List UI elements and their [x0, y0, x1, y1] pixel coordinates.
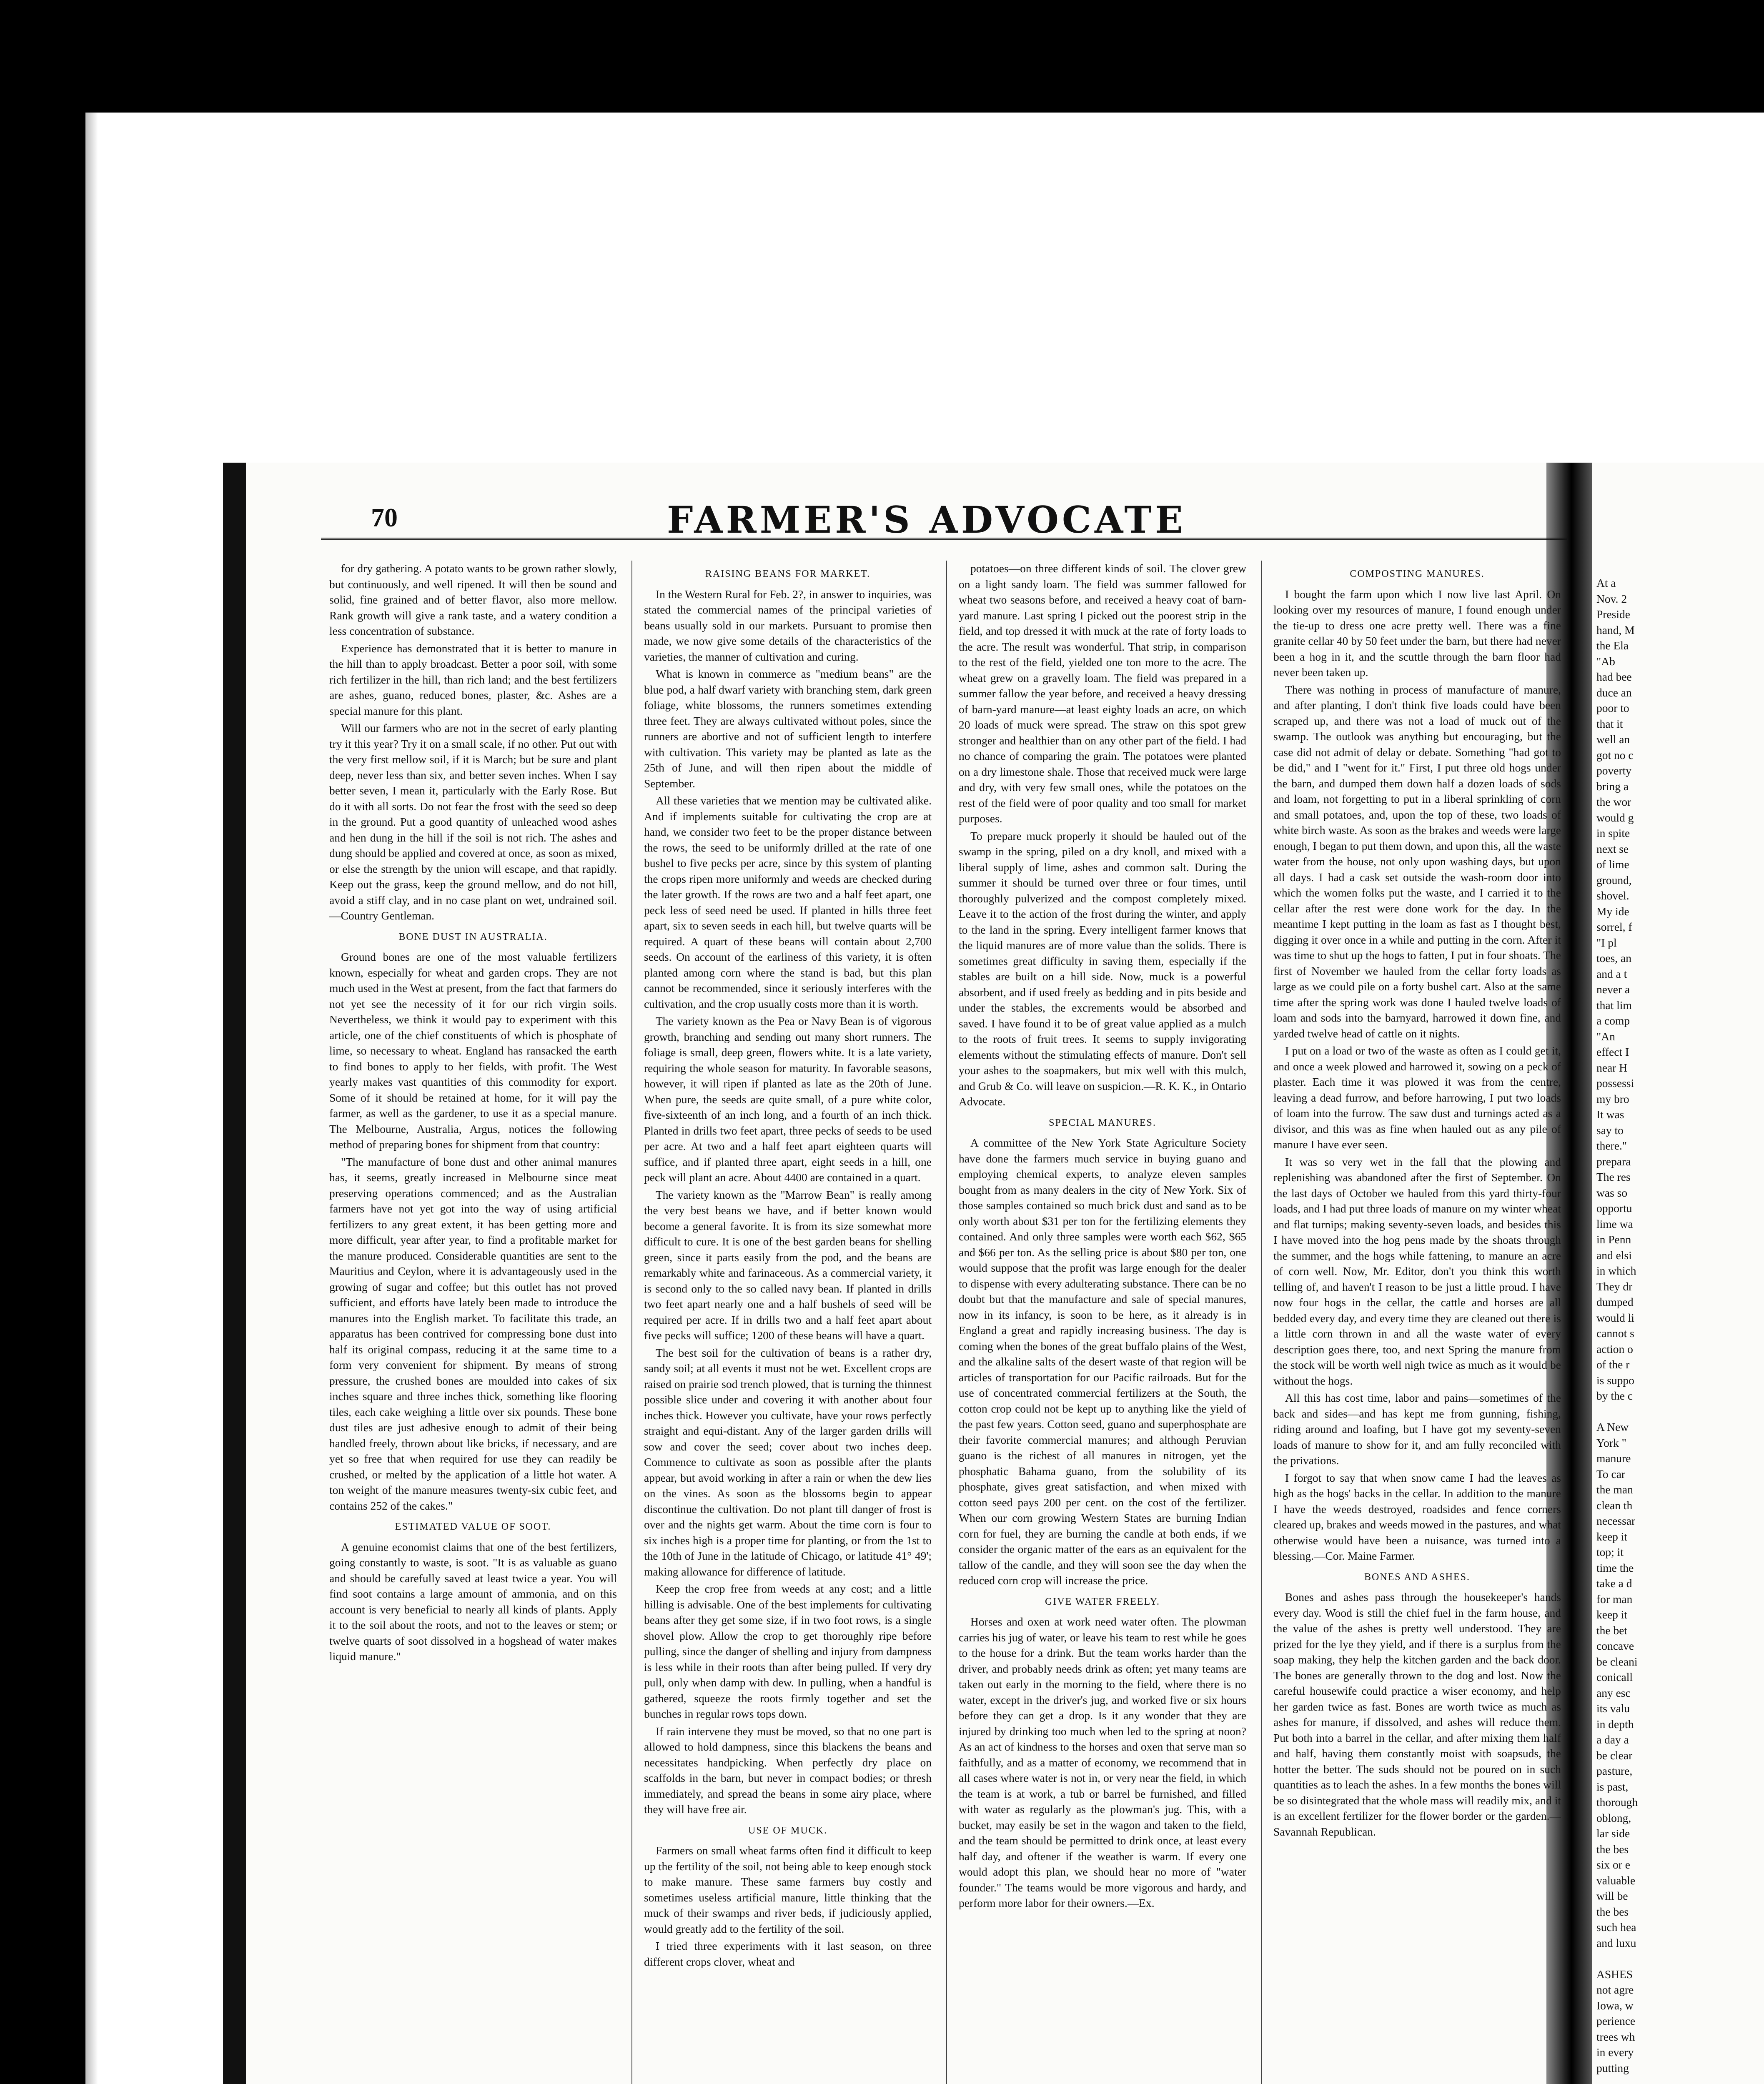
fragment-line: be cleani: [1596, 1655, 1638, 1668]
fragment-line: keep it: [1596, 1608, 1628, 1621]
article-heading: SPECIAL MANURES.: [1049, 1117, 1156, 1128]
fragment-line: in which: [1596, 1264, 1636, 1277]
fragment-line: was so: [1596, 1186, 1628, 1199]
fragment-line: such hea: [1596, 1921, 1636, 1934]
fragment-line: in every: [1596, 2046, 1634, 2059]
column-divider: [1261, 561, 1262, 2084]
fragment-line: "An: [1596, 1029, 1615, 1043]
fragment-line: To car: [1596, 1467, 1626, 1480]
fragment-line: its valu: [1596, 1702, 1630, 1715]
article-paragraph: If rain intervene they must be moved, so that no one part is allowed to hold dampness, since this blackens the beans and necessitates handpicking. When perfectly dry place on scaffolds in the barn, but never in compact bodies; or thresh immediately, and spread the beans in some airy place, where they will have free air.: [644, 1724, 932, 1816]
fragment-line: hand, M: [1596, 623, 1635, 636]
article-paragraph: In the Western Rural for Feb. 2?, in answer to inquiries, was stated the commercial names of the principal varieties of beans usually sold in our markets. Pursuant to promise then made, we now give some details of the characteristics of the varieties, the manner of cultivation and curing.: [644, 587, 932, 663]
article-heading: USE OF MUCK.: [748, 1825, 828, 1836]
fragment-line: They dr: [1596, 1280, 1633, 1293]
fragment-line: be clear: [1596, 1748, 1633, 1762]
fragment-line: A New: [1596, 1420, 1629, 1433]
article-paragraph: A committee of the New York State Agriculture Society have done the farmers much service in buying guano and employing chemical experts, to analyze eleven samples bought from as many dealers in the city of New York. Six of those samples contained so much brick dust and sand as to be only worth about $31 per ton for the fertilizing elements they contained. And only three samples were worth each $62, $65 and $66 per ton. As the selling price is about $80 per ton, one would suppose that the profit was large enough for the dealer to dispense with every adulterating substance. There can be no doubt but that the manufacture and sale of special manures, now in its infancy, is soon to be here, as it already is in England a great and rapidly increasing business. The day is coming when the bones of the great buffalo plains of the West, and the alkaline salts of the desert waste of that region will be articles of transportation for our Pacific railroads. But for the use of concentrated commercial fertilizers at the South, the cotton crop could not be kept up to anything like the yield of the past few years. Cotton seed, guano and superphosphate are their favorite commercial manures; and although Peruvian guano is the richest of all manures in nitrogen, yet the phosphatic Bahama guano, from the solubility of its phosphate, gives great satisfaction, and when mixed with cotton seed pays 200 per cent. on the cost of the fertilizer. When our corn growing Western States are burning Indian corn for fuel, they are burning the candle at both ends, if we consider the organic matter of the ears as an equivalent for the tallow of the candle, and they will soon see the day when the reduced corn crop will increase the price.: [959, 1136, 1246, 1587]
fragment-line: concave: [1596, 1639, 1634, 1652]
fragment-line: poor to: [1596, 701, 1629, 714]
column-divider: [946, 561, 947, 2084]
fragment-line: never a: [1596, 983, 1630, 996]
fragment-line: shovel.: [1596, 889, 1629, 902]
article-paragraph: Bones and ashes pass through the housekeeper's hands every day. Wood is still the chief fuel in the farm house, and the value of the ashes is pretty well understood. They are prized for the lye they yield, and if there is a surplus from the soap making, they help the kitchen garden and the back door. The bones are generally thrown to the dog and lost. Now the careful housewife could practice a wiser economy, and help her garden twice as fast. Bones are worth twice as much as ashes for manure, if dissolved, and ashes will reduce them. Put both into a barrel in the cellar, and after mixing them half and half, having them constantly moist with soapsuds, the hotter the better. The suds should not be poured on in such quantities as to leach the ashes. In a few months the bones will be so disintegrated that the whole mass will readily mix, and it is an excellent fertilizer for the flower border or the garden.—Savannah Republican.: [1273, 1591, 1561, 1838]
fragment-line: and elsi: [1596, 1248, 1632, 1262]
fragment-line: The res: [1596, 1170, 1631, 1183]
masthead-title: FARMER'S ADVOCATE: [667, 498, 1186, 541]
article-paragraph: The best soil for the cultivation of beans is a rather dry, sandy soil; at all events it must not be wet. Excellent crops are raised on prairie sod trench plowed, that is turning the thinnest possible slice under and covering it with another about four inches thick. However you cultivate, have your rows perfectly straight and equi-distant. Any of the larger garden drills will sow and cover the seed; cover about two inches deep. Commence to cultivate as soon as possible after the plants appear, but avoid working in after a rain or when the dew lies on the vines. As soon as the blossoms begin to appear discontinue the cultivation. Do not plant till danger of frost is over and the nights get warm. About the time corn is four to six inches high is a proper time for planting, or from the 1st to the 10th of June in the latitude of Chicago, or latitude 41° 49'; making allowance for difference of latitude.: [644, 1346, 932, 1578]
article-heading: COMPOSTING MANURES.: [1350, 569, 1485, 579]
fragment-line: thorough: [1596, 1796, 1638, 1808]
fragment-line: well an: [1596, 733, 1630, 746]
fragment-line: poverty: [1596, 764, 1632, 777]
fragment-line: duce an: [1596, 686, 1632, 699]
article-paragraph: A genuine economist claims that one of the best fertilizers, going constantly to waste, is soot. "It is as valuable as guano and should be carefully saved at least twice a year. You will find soot contains a large amount of ammonia, and on this account is very beneficial to nearly all kinds of plants. Apply it to the soil about the roots, and not to the leaves or stem; or twelve quarts of soot dissolved in a hogshead of water makes liquid manure.": [329, 1540, 617, 1663]
fragment-line: My ide: [1596, 904, 1629, 918]
fragment-line: dumped: [1596, 1295, 1634, 1308]
fragment-line: It was: [1596, 1108, 1624, 1121]
article-paragraph: for dry gathering. A potato wants to be grown rather slowly, but continuously, and well ripened. It will then be sound and solid, fine grained and of better flavor, also more mellow. Rank growth will give a rank taste, and a watery condition a less concentration of substance.: [329, 562, 617, 637]
fragment-line: York ": [1596, 1436, 1626, 1449]
article-heading: GIVE WATER FREELY.: [1045, 1596, 1160, 1607]
fragment-line: there.": [1596, 1139, 1627, 1152]
scanner-left-border: [0, 113, 85, 2084]
fragment-line: toes, an: [1596, 952, 1632, 964]
article-heading: BONES AND ASHES.: [1364, 1571, 1471, 1583]
fragment-line: action o: [1596, 1342, 1633, 1355]
fragment-line: a comp: [1596, 1014, 1630, 1027]
article-paragraph: It was so very wet in the fall that the plowing and replenishing was abandoned after the first of September. On the last days of October we hauled from this yard thirty-four loads, and I had put three loads of manure on my winter wheat and flat turnips; making seventy-seven loads, and besides this I have moved into the hog pens made by the shoats through the summer, and the hogs while fattening, to manure an acre of corn well. Now, Mr. Editor, don't you think this worth telling of, and haven't I reason to be just a little proud. I have now four hogs in the cellar, the cattle and horses are all bedded every day, and every time they are cleaned out there is a little corn thrown in and all the waste water of every description goes there, too, and next Spring the manure from the stock will be worth well nigh twice as much as it would be without the hogs.: [1273, 1155, 1561, 1387]
article-paragraph: Farmers on small wheat farms often find it difficult to keep up the fertility of the soil, not being able to keep enough stock to make manure. These same farmers buy costly and sometimes useless artificial manure, little thinking that the muck of their swamps and river beds, if judiciously applied, would greatly add to the fertility of the soil.: [644, 1844, 932, 1935]
article-paragraph: Will our farmers who are not in the secret of early planting try it this year? Try it on a small scale, if no other. Put out with the very first mellow soil, if it is March; but be sure and plant deep, never less than six, and better seven inches. When I say better seven, I mean it, particularly with the Early Rose. But do it with all sorts. Do not fear the frost with the seed so deep in the ground. Put a good quantity of unleached wood ashes and hen dung in the hill if the soil is not rich. The ashes and dung should be applied and covered at once, as soon as mixed, or else the strength by the union will escape, and that rapidly. Keep out the grass, keep the ground mellow, and do not hill, avoid a stiff clay, and in no case plant on wet, undrained soil.—Country Gentleman.: [329, 721, 617, 922]
fragment-line: a day a: [1596, 1733, 1629, 1746]
adjacent-page-fragment: [1596, 575, 1764, 2084]
article-paragraph: There was nothing in process of manufacture of manure, and after planting, I don't think five loads could have been scraped up, and there was not a load of muck out of the swamp. The outlook was anything but encouraging, but the case did not admit of delay or debate. Something "had got to be did," and I "went for it." First, I put three old hogs under the barn, and dumped them down half a dozen loads of sods and loam, not forgetting to put in a liberal sprinkling of corn and small potatoes, and, upon the top of these, two loads of white birch waste. As soon as the brakes and weeds were large enough, I began to put them down, and upon this, all the waste water from the house, not only upon washing days, but upon all days. I had a cask set outside the wash-room door into which the women folks put the waste, and I carried it to the cellar after the rest were done work for the day. In the meantime I kept putting in the loam as fast as I thought best, digging it over once in a while and putting in the corn. After it was time to shut up the hogs to fatten, I put in four shoats. The first of November we hauled from the cellar forty loads as large as we could pile on a forty bushel cart. Also at the same time after the spring work was done I hauled twelve loads of loam and sods into the barnyard, harrowed it down fine, and yarded twelve head of cattle on it nights.: [1273, 683, 1561, 1040]
article-paragraph: potatoes—on three different kinds of soil. The clover grew on a light sandy loam. The field was summer fallowed for wheat two seasons before, and received a heavy coat of barn-yard manure. Last spring I picked out the poorest strip in the field, and top dressed it with muck at the rate of forty loads to the acre. The result was wonderful. That strip, in comparison to the rest of the field, yielded one ton more to the acre. The wheat grew on a gravelly loam. The field was prepared in a summer fallow the year before, and received a heavy dressing of barn-yard manure—at least eighty loads an acre, on which 20 loads of muck were spread. The straw on this spot grew stronger and healthier than on any other part of the field. I had no chance of comparing the grain. The potatoes were planted on a dry limestone shale. Those that received muck were large and dry, with very few small ones, while the potatoes on the rest of the field were of poor quality and too small for market purposes.: [959, 562, 1246, 825]
scan-shadow: [85, 113, 98, 2084]
fragment-line: trees wh: [1596, 2030, 1635, 2043]
fragment-line: opportu: [1596, 1202, 1632, 1215]
fragment-line: the man: [1596, 1483, 1633, 1496]
fragment-line: next se: [1596, 842, 1629, 855]
fragment-line: prepara: [1596, 1155, 1631, 1168]
fragment-line: bring a: [1596, 779, 1629, 793]
fragment-line: conicall: [1596, 1671, 1633, 1683]
fragment-line: valuable: [1596, 1874, 1636, 1887]
fragment-line: manure: [1596, 1452, 1631, 1465]
fragment-line: oblong,: [1596, 1811, 1631, 1824]
fragment-line: any esc: [1596, 1686, 1631, 1699]
article-paragraph: What is known in commerce as "medium beans" are the blue pod, a half dwarf variety with branching stem, dark green foliage, white blossoms, the runners sometimes extending three feet. They are always cultivated without poles, since the runners are abortive and not of sufficient length to interfere with cultivation. This variety may be planted as late as the 25th of June, and will then ripen about the middle of September.: [644, 667, 932, 790]
article-heading: RAISING BEANS FOR MARKET.: [705, 569, 871, 579]
article-paragraph: All these varieties that we mention may be cultivated alike. And if implements suitable for cultivating the crop are at hand, we consider two feet to be the proper distance between the rows, the seed to be uniformly drilled at the rate of one bushel to five pecks per acre, since by this system of planting the crops ripen more uniformly and weeds are checked during the later growth. If the rows are two and a half feet apart, one peck less of seed need be used. If planted in hills three feet apart, six to seven seeds in each hill, but twelve quarts will be required. A quart of these beans will contain about 2,700 seeds. On account of the earliness of this variety, it is often planted among corn where the stand is bad, but this plan cannot be recommended, since it seriously interferes with the cultivation, and the crop usually costs more than it is worth.: [644, 794, 932, 1010]
fragment-line: my bro: [1596, 1092, 1629, 1105]
scanner-top-border: [0, 0, 1764, 113]
fragment-line: lime wa: [1596, 1217, 1633, 1230]
fragment-line: for man: [1596, 1592, 1633, 1606]
article-paragraph: Keep the crop free from weeds at any cost; and a little hilling is advisable. One of the best implements for cultivating beans after they get some size, if in two foot rows, is a single shovel plow. Allow the crop to get thoroughly ripe before pulling, since the danger of shelling and injury from dampness is less while in their roots than after being pulled. If very dry pull, only when damp with dew. In pulling, when a handful is gathered, squeeze the roots firmly together and set the bunches in regular rows tops down.: [644, 1582, 932, 1720]
article-paragraph: To prepare muck properly it should be hauled out of the swamp in the spring, piled on a dry knoll, and mixed with a liberal supply of lime, ashes and common salt. During the summer it should be turned over three or four times, until thoroughly pulverized and the compost completely mixed. Leave it to the action of the frost during the winter, and apply to the land in the spring. Every intelligent farmer knows that the liquid manures are of more value than the solids. There is sometimes great difficulty in saving them, especially if the stables are built on a hill side. Now, muck is a powerful absorbent, and if used freely as bedding and in pits beside and under the stables, the excrements would be absorbed and saved. I have found it to be of great value applied as a mulch to the roots of fruit trees. It seems to supply invigorating elements without the stimulating effects of manure. Don't sell your ashes to the soapmakers, but mix well with this mulch, and Grub & Co. will leave on suspicion.—R. K. K., in Ontario Advocate.: [959, 829, 1246, 1108]
fragment-line: will be: [1596, 1889, 1628, 1902]
fragment-line: not agre: [1596, 1983, 1634, 1996]
fragment-line: perience: [1596, 2014, 1636, 2027]
article-heading: BONE DUST IN AUSTRALIA.: [398, 931, 548, 942]
fragment-line: had bee: [1596, 670, 1632, 683]
column-divider: [631, 561, 632, 2084]
fragment-line: take a d: [1596, 1577, 1632, 1590]
fragment-line: six or e: [1596, 1858, 1630, 1871]
fragment-line: and a t: [1596, 967, 1627, 980]
fragment-line: in spite: [1596, 827, 1630, 839]
fragment-line: the Ela: [1596, 639, 1629, 652]
fragment-line: of the r: [1596, 1358, 1630, 1371]
article-paragraph: The variety known as the "Marrow Bean" is really among the very best beans we have, and if better known would become a general favorite. It is from its size somewhat more difficult to cure. It is one of the best garden beans for shelling green, since it parts easily from the pod, and the beans are remarkably white and farinaceous. As a commercial variety, it is second only to the so called navy bean. If planted in drills two feet apart nearly one and a half bushels of seed will be required per acre. If in drills two and a half feet apart about five pecks will suffice; 1200 of these beans will have a quart.: [644, 1188, 932, 1342]
fragment-line: keep it: [1596, 1530, 1628, 1543]
fragment-line: ground,: [1596, 873, 1632, 887]
fragment-line: near H: [1596, 1061, 1628, 1074]
fragment-line: the bes: [1596, 1842, 1629, 1856]
article-heading: ESTIMATED VALUE OF SOOT.: [395, 1521, 551, 1532]
fragment-line: possessi: [1596, 1077, 1634, 1090]
fragment-line: [1596, 1404, 1764, 1420]
fragment-line: necessar: [1596, 1514, 1636, 1527]
article-paragraph: Experience has demonstrated that it is better to manure in the hill than to apply broadcast. Better a poor soil, with some rich fertilizer in the hill, than rich land; and the best fertilizers are ashes, guano, reduced bones, plaster, &c. Ashes are a special manure for this plant.: [329, 641, 617, 717]
fragment-line: by the c: [1596, 1389, 1633, 1402]
fragment-line: pasture,: [1596, 1764, 1633, 1777]
article-paragraph: I put on a load or two of the waste as often as I could get it, and once a week plowed and harrowed it, sowing on a peck of plaster. Each time it was plowed it was from the centre, leaving a dead furrow, and before harrowing, I put two loads of loam into the furrow. The saw dust and turnings acted as a divisor, and this was as fine when hauled out as any pile of manure I have ever seen.: [1273, 1044, 1561, 1151]
fragment-line: in Penn: [1596, 1233, 1631, 1246]
article-column-1: [329, 561, 617, 2084]
fragment-line: sorrel, f: [1596, 920, 1632, 933]
fragment-line: cannot s: [1596, 1327, 1634, 1340]
fragment-line: top; it: [1596, 1545, 1624, 1558]
fragment-line: say to: [1596, 1123, 1624, 1137]
fragment-line: time the: [1596, 1561, 1634, 1574]
fragment-line: and luxu: [1596, 1936, 1636, 1949]
fragment-line: lar side: [1596, 1827, 1630, 1840]
fragment-line: in depth: [1596, 1717, 1634, 1731]
fragment-line: would li: [1596, 1311, 1634, 1324]
fragment-line: of lime: [1596, 858, 1629, 871]
page-number: 70: [371, 503, 398, 532]
page-frame-left: [223, 463, 246, 2084]
fragment-line: Nov. 2: [1596, 592, 1627, 605]
fragment-line: Preside: [1596, 608, 1630, 621]
fragment-line: got no c: [1596, 748, 1634, 761]
article-paragraph: I forgot to say that when snow came I had the leaves as high as the hogs' backs in the cellar. In addition to the manure I have the weeds destroyed, roadsides and fence corners cleared up, brakes and weeds mowed in the pastures, and what otherwise would have been a nuisance, was turned into a blessing.—Cor. Maine Farmer.: [1273, 1471, 1561, 1562]
fragment-line: effect I: [1596, 1045, 1629, 1058]
fragment-line: that it: [1596, 717, 1623, 730]
fragment-line: ASHES: [1596, 1967, 1633, 1981]
article-column-4: [1273, 561, 1561, 2084]
article-column-3: [959, 561, 1246, 2084]
fragment-line: [1596, 1951, 1764, 1966]
fragment-line: At a: [1596, 576, 1616, 589]
article-paragraph: I bought the farm upon which I now live last April. On looking over my resources of manure, I found enough under the tie-up to dress one acre pretty well. There was a fine granite cellar 40 by 50 feet under the barn, but there had never been a hog in it, and the scuttle through the barn floor had never been taken up.: [1273, 587, 1561, 679]
fragment-line: is past,: [1596, 1780, 1629, 1793]
article-paragraph: Horses and oxen at work need water often. The plowman carries his jug of water, or leave his team to rest while he goes to the house for a drink. But the team works harder than the driver, and probably needs drink as often; yet many teams are taken out early in the morning to the field, where there is no water, except in the driver's jug, and worked five or six hours before they can get a drop. Is it any wonder that they are injured by drinking too much when led to the spring at noon? As an act of kindness to the horses and oxen that serve man so faithfully, and as a matter of economy, we recommend that in all cases where water is not in, or very near the field, in which the team is at work, a tub or barrel be furnished, and filled with water as regularly as the plowman's jug. This, with a bucket, may easily be set in the wagon and taken to the field, and the team should be permitted to drink once, at least every half day, and oftener if the weather is warm. If every one would adopt this plan, we should hear no more of "water founder." The teams would be more vigorous and hardy, and perform more labor for their owners.—Ex.: [959, 1615, 1246, 1909]
article-column-2: [644, 561, 932, 2084]
fragment-line: "Ab: [1596, 654, 1615, 668]
article-paragraph: I tried three experiments with it last season, on three different crops clover, wheat and: [644, 1939, 932, 1968]
fragment-line: putting: [1596, 2061, 1629, 2074]
fragment-line: is suppo: [1596, 1373, 1634, 1387]
fragment-line: the bes: [1596, 1905, 1629, 1918]
fragment-line: the bet: [1596, 1623, 1628, 1637]
fragment-line: Iowa, w: [1596, 1999, 1634, 2012]
article-paragraph: "The manufacture of bone dust and other animal manures has, it seems, greatly increased in Melbourne since meat preserving operations commenced; and as the Australian farmers have not yet got into the way of using artificial fertilizers to any great extent, it has been getting more and more difficult, year after year, to find a profitable market for the manure produced. Considerable quantities are sent to the Mauritius and Ceylon, where it is advantageously used in the growing of sugar and coffee; but this outlet has not proved sufficient, and efforts have lately been made to introduce the manures into the English market. To facilitate this trade, an apparatus has been contrived for compressing bone dust into half its original compass, reducing it at the same time to a form very convenient for shipment. By means of strong pressure, the crushed bones are moulded into cakes of six inches square and three inches thick, something like flooring tiles, each cake weighing a little over six pounds. These bone dust tiles are just adhesive enough to admit of their being handled freely, thrown about like bricks, if necessary, and are yet so free that when required for use they can readily be crushed, or melted by the application of a little hot water. A ton weight of the manure measures twenty-six cubic feet, and contains 252 of the cakes.": [329, 1155, 617, 1512]
article-paragraph: The variety known as the Pea or Navy Bean is of vigorous growth, branching and sending out many short runners. The foliage is small, deep green, flowers white. It is a late variety, requiring the whole season for maturity. In favorable seasons, however, it will ripen if planted as late as the 20th of June. When pure, the seeds are quite small, of a pure white color, five-sixteenth of an inch long, and a fourth of an inch thick. Planted in drills two feet apart, three pecks of seeds to be used per acre. At two and a half feet apart eighteen quarts will suffice, and if planted three apart, eight seeds in a hill, one peck will plant an acre. About 4400 are contained in a quart.: [644, 1014, 932, 1184]
header-rule: [321, 538, 1567, 540]
article-paragraph: Ground bones are one of the most valuable fertilizers known, especially for wheat and garden crops. They are not much used in the West at present, from the fact that farmers do not yet see the necessity of it for our rich virgin soils. Nevertheless, we think it would pay to experiment with this article, one of the chief constituents of which is phosphate of lime, so necessary to wheat. England has ransacked the earth to find bones to apply to her fields, with profit. The West yearly makes vast quantities of this commodity for export. Some of it should be retained at home, for it will pay the farmer, as well as the gardener, to use it as a special manure. The Melbourne, Australia, Argus, notices the following method of preparing bones for shipment from that country:: [329, 950, 617, 1151]
fragment-line: "I pl: [1596, 936, 1617, 949]
article-paragraph: All this has cost time, labor and pains—sometimes of the back and sides—and has kept me from gunning, fishing, riding around and loafing, but I have got my seventy-seven loads of manure to show for it, and am fully reconciled with the privations.: [1273, 1391, 1561, 1467]
fragment-line: would g: [1596, 811, 1634, 824]
fragment-line: clean th: [1596, 1498, 1633, 1512]
fragment-line: that lim: [1596, 998, 1632, 1012]
page-header: [321, 498, 1567, 541]
fragment-line: the wor: [1596, 795, 1631, 808]
